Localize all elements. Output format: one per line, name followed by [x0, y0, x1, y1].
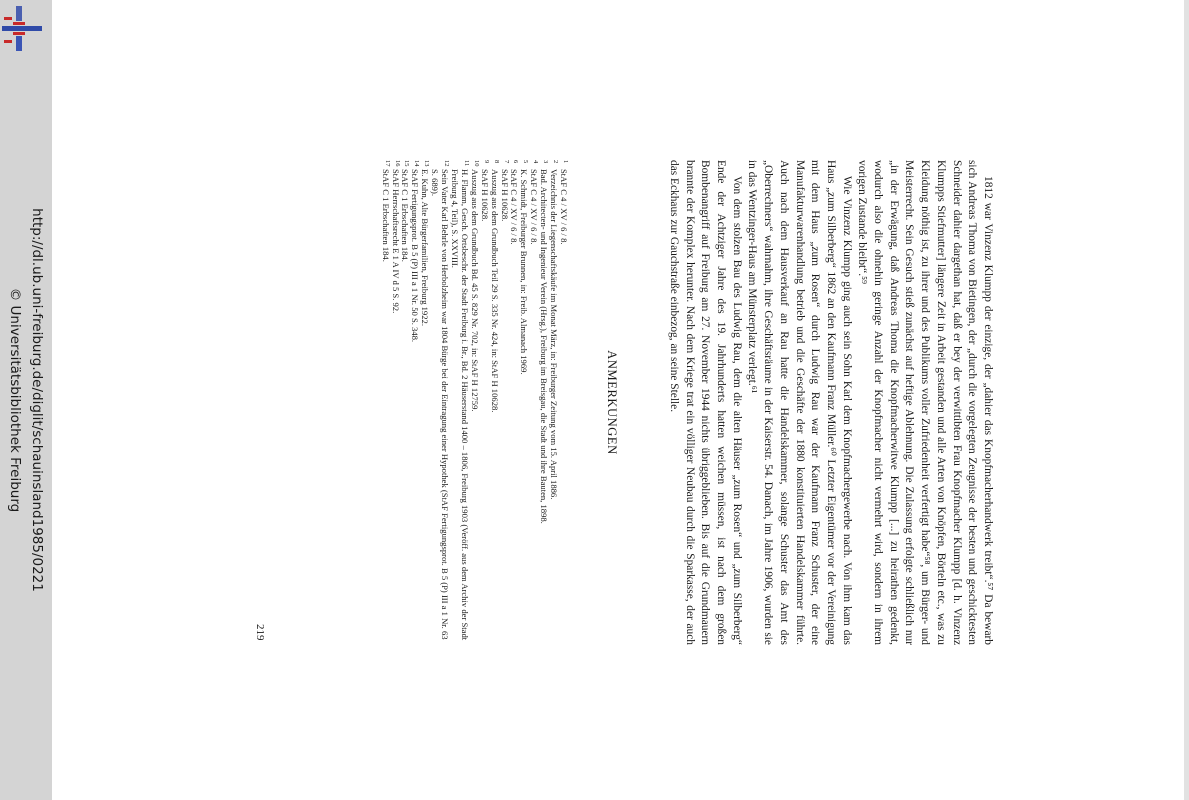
paragraph: 1812 war Vinzenz Klumpp der einzige, der „dahier das Knopfmacherhandwerk treibt“.⁵⁷ Da bewarb sich Andreas Thoma von Bietingen, der „durch die vorgelegten Zeugnisse der besten und geschicktesten Schneider dahier dargethan hat, daß er bey der verwittibten Frau Knopfmacher Klumpp [d. h. Vinzenz Klumpps Stiefmutter] längere Zeit in Arbeit gestanden und alle Arten von Knöpfen, Börteln etc., was zu Kleidung nöthig ist, zu ihrer und des Publikums voller Zufriedenheit verfertigt habe“⁵⁸, um Bürger- und Meisterrecht. Sein Gesuch stieß zunächst auf heftige Ablehnung. Die Zulassung erfolgte schließlich nur „in der Erwägung, daß Andreas Thoma die Knopfmacherwitwe Klumpp [...] zu heirathen gedenkt, wodurch also die ohnehin geringe Anzahl der Knopfmacher nicht vermehrt wird, sondern in ihrem vorigen Zustande bleibt“.⁵⁹	[856, 160, 994, 645]
footnote-number: 15	[403, 160, 411, 167]
footnote	[429, 160, 449, 645]
footnote-number: 13	[423, 160, 431, 167]
footnote	[548, 160, 558, 645]
footnote-text: H. Flamm, Gesch. Ortsbeschr. der Stadt Freiburg i. Br., Bd. 2 Häuserstand 1400 – 1806, Freiburg 1903 (Veröff. aus dem Archiv der Stadt Freiburg 4, Teil), S. XXVIII.	[450, 169, 470, 641]
footnote-text: StAF C 4 / XV / 6 / 8.	[509, 169, 520, 245]
footnote-number: 1	[562, 160, 569, 164]
notes-heading: ANMERKUNGEN	[605, 350, 619, 455]
footnote-text: Auszug aus dem Grundbuch Bd. 45 S. 829 Nr. 702, in: StAF H 12759.	[469, 169, 480, 412]
footnote	[509, 160, 519, 645]
footnote-text: StAF H 10628.	[499, 169, 510, 222]
footnote	[449, 160, 469, 645]
footnote-number: 4	[532, 160, 540, 164]
footnote	[400, 160, 410, 645]
footnote-text: StAF C 1 Erbschaften 184.	[380, 169, 391, 262]
footnote-number: 10	[472, 160, 480, 167]
footnote	[419, 160, 429, 645]
footnote-number: 12	[443, 160, 451, 167]
footnote	[558, 160, 568, 645]
page-number: 219	[254, 624, 266, 641]
footnote	[380, 160, 390, 645]
footnote-number: 3	[542, 160, 550, 164]
footnote	[479, 160, 489, 645]
footnote-number: 2	[552, 160, 560, 164]
footnote	[528, 160, 538, 645]
footnote-text: StAF Herrschaftsrecht E 1 A IV d 5 S. 92.	[390, 169, 401, 314]
copyright-text: © Universitätsbibliothek Freiburg	[7, 287, 23, 513]
footnote-text: Sein Vater Karl Behrle von Herbolzheim war 1804 Bürge bei der Eintragung einer Hypothek (StAF Fertigungsprot. B 5 (P) III a 1 Nr. 63 S. 689).	[430, 169, 451, 640]
footnote-number: 9	[482, 160, 490, 164]
footnote-number: 14	[413, 160, 421, 167]
footnote-text: Bad. Architecten- und Ingenieur Verein (Hrsg.), Freiburg im Breisgau, die Stadt und ihre Bauten, 1898.	[539, 169, 550, 524]
footnote-text: K. Schmidt, Freiburger Brunnen, in: Freib. Almanach 1969.	[519, 169, 530, 375]
paragraph: Wie Vinzenz Klumpp ging auch sein Sohn Karl dem Knopfmachergewerbe nach. Von ihm kam das Haus „zum Silberberg“ 1862 an den Kaufmann Franz Müller.⁶⁰ Letzter Eigentümer vor der Vereinigung mit dem Haus „zum Rosen“ durch Ludwig Rau war der Kaufmann Franz Schuster, der eine Manufakturwarenhandlung betrieb und die Geschäfte der 1880 konstituierten Handelskammer führte. Auch nach dem Hausverkauf an Rau hatte die Handelskammer, solange Schuster das Amt des „Oberrechners“ wahrnahm, ihre Geschäftsräume in der Kaiserstr. 54. Danach, im Jahre 1906, wurden sie in das Wentzinger-Haus am Münsterplatz verlegt.⁶¹	[746, 160, 853, 645]
footnote-number: 7	[502, 160, 510, 164]
source-url-link[interactable]: http://dl.ub.uni-freiburg.de/diglit/schauinsland1985/0221	[29, 208, 45, 592]
footnote-text: StAF C 4 / XV / 6 / 8.	[559, 169, 569, 245]
footnote	[518, 160, 528, 645]
footnote	[489, 160, 499, 645]
footnote-number: 6	[512, 160, 520, 164]
viewer-right-edge	[1184, 0, 1189, 800]
footnote	[469, 160, 479, 645]
footnote-text: StAF Fertigungsprot. B 5 (P) III a 1 Nr. 50 S. 348.	[410, 169, 421, 343]
sidebar	[0, 0, 52, 800]
footnote-number: 5	[522, 160, 530, 164]
footnote	[538, 160, 548, 645]
footnote	[410, 160, 420, 645]
footnote	[390, 160, 400, 645]
footnote-number: 8	[492, 160, 500, 164]
paragraph: Von dem stolzen Bau des Ludwig Rau, dem die alten Häuser „zum Rosen“ und „zum Silberberg“ Ende der Achtziger Jahre des 19. Jahrhunderts hatten weichen müssen, ist nach dem großen Bombenangriff auf Freiburg am 27. November 1944 nichts übriggeblieben. Bis auf die Grundmauern brannte der Komplex herunter. Nach dem Kriege trat ein völliger Neubau durch die Sparkasse, der auch das Eckhaus zur Gauchstraße einbezog, an seine Stelle.	[667, 160, 743, 645]
university-library-logo-icon[interactable]	[0, 4, 46, 52]
footnote-number: 17	[383, 160, 391, 167]
footnote-text: E. Kuhn, Alte Bürgerfamilien, Freiburg 1922.	[420, 169, 431, 326]
footnote	[499, 160, 509, 645]
footnote-text: Verzeichnis der Liegenschaftskäufe im Monat März, in: Freiburger Zeitung vom 15. April 1886.	[549, 169, 560, 500]
footnotes-list	[380, 160, 568, 645]
footnote-number: 11	[462, 160, 470, 167]
body-text	[665, 160, 995, 645]
footnote-text: StAF H 10628.	[479, 169, 490, 222]
footnote-text: StAF C 1 Erbschaften 184.	[400, 169, 411, 262]
footnote-number: 16	[393, 160, 401, 167]
scanned-page	[255, 160, 995, 645]
footnote-text: StAF C 4 / XV / 6 / 8.	[529, 169, 540, 245]
footnote-text: Auszug aus dem Grundbuch Teil 29 S. 335 Nr. 424, in: StAF H 10628.	[489, 169, 500, 413]
